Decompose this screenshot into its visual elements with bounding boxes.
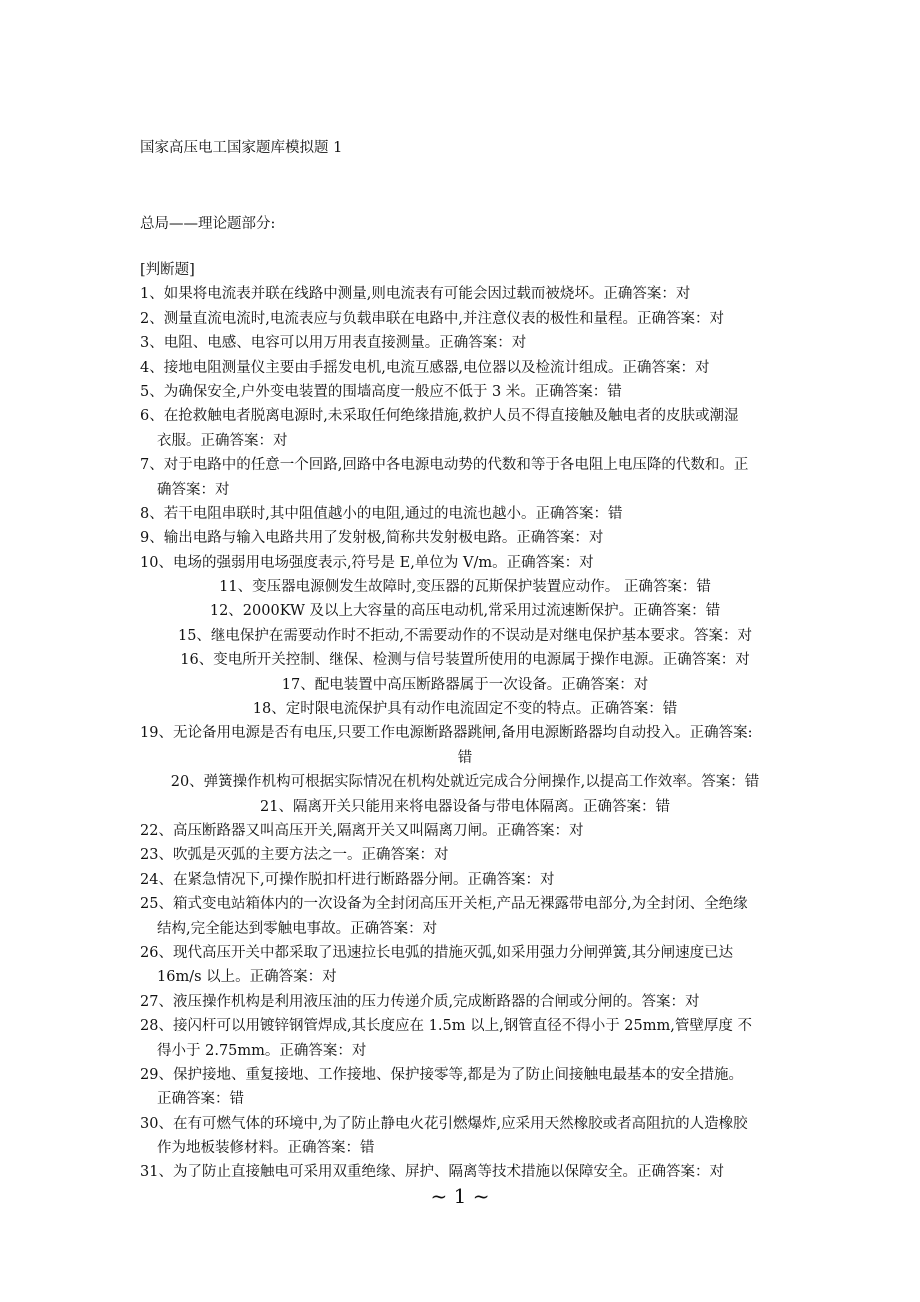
page-number: ~ 1 ~ bbox=[430, 1184, 490, 1208]
question-line: 1、如果将电流表并联在线路中测量,则电流表有可能会因过载而被烧坏。正确答案：对 bbox=[140, 286, 691, 303]
question-line: 29、保护接地、重复接地、工作接地、保护接零等,都是为了防止间接触电最基本的安全措施。 bbox=[140, 1066, 744, 1083]
question-line: 28、接闪杆可以用镀锌钢管焊成,其长度应在 1.5m 以上,钢管直径不得小于 25mm,管壁厚度 不 bbox=[140, 1018, 752, 1035]
question-line: 8、若干电阻串联时,其中阻值越小的电阻,通过的电流也越小。正确答案：错 bbox=[140, 505, 623, 522]
question-line: 16m/s 以上。正确答案：对 bbox=[157, 969, 337, 986]
question-line: 确答案：对 bbox=[157, 481, 230, 498]
question-line: 30、在有可燃气体的环境中,为了防止静电火花引燃爆炸,应采用天然橡胶或者高阻抗的人造橡胶 bbox=[140, 1115, 748, 1132]
question-line: 4、接地电阻测量仪主要由手摇发电机,电流互感器,电位器以及检流计组成。正确答案：对 bbox=[140, 359, 710, 376]
question-line: 15、继电保护在需要动作时不拒动,不需要动作的不误动是对继电保护基本要求。答案：对 bbox=[177, 627, 753, 644]
question-line: 27、液压操作机构是利用液压油的压力传递介质,完成断路器的合闸或分闸的。答案：对 bbox=[140, 993, 700, 1010]
question-line: 17、配电装置中高压断路器属于一次设备。正确答案：对 bbox=[281, 676, 649, 693]
section-heading: 总局——理论题部分: bbox=[140, 216, 276, 232]
question-line: 20、弹簧操作机构可根据实际情况在机构处就近完成合分闸操作,以提高工作效率。答案：错 bbox=[170, 774, 760, 791]
question-line: 6、在抢救触电者脱离电源时,未采取任何绝缘措施,救护人员不得直接触及触电者的皮肤或潮湿 bbox=[140, 408, 739, 425]
question-line: 25、箱式变电站箱体内的一次设备为全封闭高压开关柜,产品无裸露带电部分,为全封闭、全绝缘 bbox=[140, 896, 748, 913]
question-line: 23、吹弧是灭弧的主要方法之一。正确答案：对 bbox=[140, 847, 449, 864]
question-line: 结构,完全能达到零触电事故。正确答案：对 bbox=[157, 920, 438, 937]
question-line: 18、定时限电流保护具有动作电流固定不变的特点。正确答案：错 bbox=[252, 701, 678, 718]
question-line: 10、电场的强弱用电场强度表示,符号是 E,单位为 V/m。正确答案：对 bbox=[140, 554, 594, 571]
question-line: 作为地板装修材料。正确答案：错 bbox=[157, 1140, 375, 1157]
question-line: 19、无论备用电源是否有电压,只要工作电源断路器跳闸,备用电源断路器均自动投入。正确答案: bbox=[140, 725, 753, 742]
question-line: 3、电阻、电感、电容可以用万用表直接测量。正确答案：对 bbox=[140, 335, 527, 352]
question-line: 9、输出电路与输入电路共用了发射极,简称共发射极电路。正确答案：对 bbox=[140, 530, 604, 547]
question-list bbox=[140, 258, 790, 1185]
question-line: 7、对于电路中的任意一个回路,回路中各电源电动势的代数和等于各电阻上电压降的代数和。正 bbox=[140, 457, 749, 474]
question-line: 16、变电所开关控制、继保、检测与信号装置所使用的电源属于操作电源。正确答案：对 bbox=[180, 652, 750, 669]
question-line: 5、为确保安全,户外变电装置的围墙高度一般应不低于 3 米。正确答案：错 bbox=[140, 383, 622, 400]
question-line: 正确答案：错 bbox=[157, 1091, 244, 1108]
question-line: 11、变压器电源侧发生故障时,变压器的瓦斯保护装置应动作。 正确答案：错 bbox=[219, 579, 711, 596]
document-title: 国家高压电工国家题库模拟题 1 bbox=[140, 140, 343, 156]
question-line: 12、2000KW 及以上大容量的高压电动机,常采用过流速断保护。正确答案：错 bbox=[209, 603, 721, 620]
question-line: 22、高压断路器又叫高压开关,隔离开关又叫隔离刀闸。正确答案：对 bbox=[140, 822, 584, 839]
question-line: 31、为了防止直接触电可采用双重绝缘、屏护、隔离等技术措施以保障安全。正确答案：对 bbox=[140, 1164, 724, 1181]
question-line: [判断题] bbox=[140, 262, 195, 278]
question-line: 错 bbox=[457, 749, 473, 766]
question-line: 26、现代高压开关中都采取了迅速拉长电弧的措施灭弧,如采用强力分闸弹簧,其分闸速度已达 bbox=[140, 944, 734, 961]
question-line: 2、测量直流电流时,电流表应与负载串联在电路中,并注意仪表的极性和量程。正确答案：对 bbox=[140, 310, 724, 327]
question-line: 衣服。正确答案：对 bbox=[157, 432, 288, 449]
question-line: 24、在紧急情况下,可操作脱扣杆进行断路器分闸。正确答案：对 bbox=[140, 871, 555, 888]
question-line: 21、隔离开关只能用来将电器设备与带电体隔离。正确答案：错 bbox=[260, 798, 670, 815]
question-line: 得小于 2.75mm。正确答案：对 bbox=[157, 1042, 367, 1059]
